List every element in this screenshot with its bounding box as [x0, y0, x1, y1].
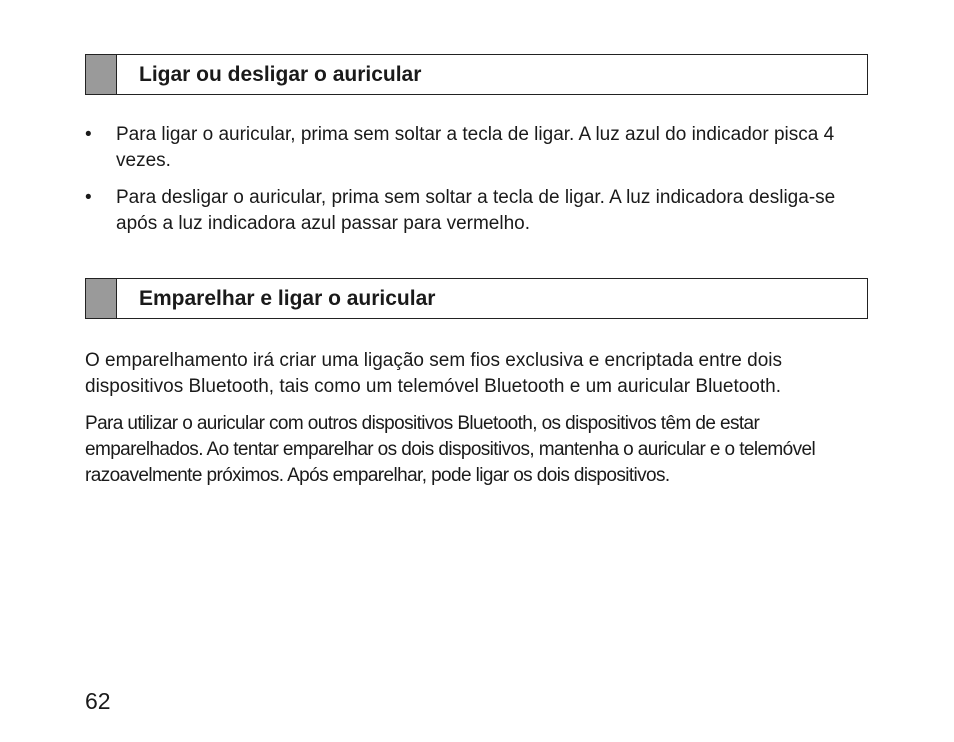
bullet-list — [85, 122, 868, 248]
bullet-text: Para desligar o auricular, prima sem soltar a tecla de ligar. A luz indicadora desliga-se após a luz indicadora azul passar para vermelho. — [116, 187, 836, 234]
bullet-symbol: • — [85, 187, 92, 208]
section-marker — [86, 279, 117, 318]
page-number: 62 — [85, 688, 111, 714]
section-title: Ligar ou desligar o auricular — [139, 62, 422, 86]
list-item — [85, 122, 868, 174]
paragraph-pairing-instructions: Para utilizar o auricular com outros dispositivos Bluetooth, os dispositivos têm de estar emparelhados. Ao tentar emparelhar os dois dispositivos, mantenha o auricular e o telemóvel razoavelmente próximos. Após emparelhar, pode ligar os dois dispositivos. — [85, 413, 816, 486]
section-header-emparelhar — [85, 278, 868, 319]
bullet-text: Para ligar o auricular, prima sem soltar a tecla de ligar. A luz azul do indicador pisca 4 vezes. — [116, 124, 835, 171]
section-title: Emparelhar e ligar o auricular — [139, 286, 436, 310]
bullet-symbol: • — [85, 124, 92, 145]
section-header-ligar-desligar — [85, 54, 868, 95]
list-item — [85, 185, 868, 237]
section-marker — [86, 55, 117, 94]
paragraph-pairing-intro: O emparelhamento irá criar uma ligação sem fios exclusiva e encriptada entre dois dispositivos Bluetooth, tais como um telemóvel Bluetooth e um auricular Bluetooth. — [85, 350, 782, 397]
